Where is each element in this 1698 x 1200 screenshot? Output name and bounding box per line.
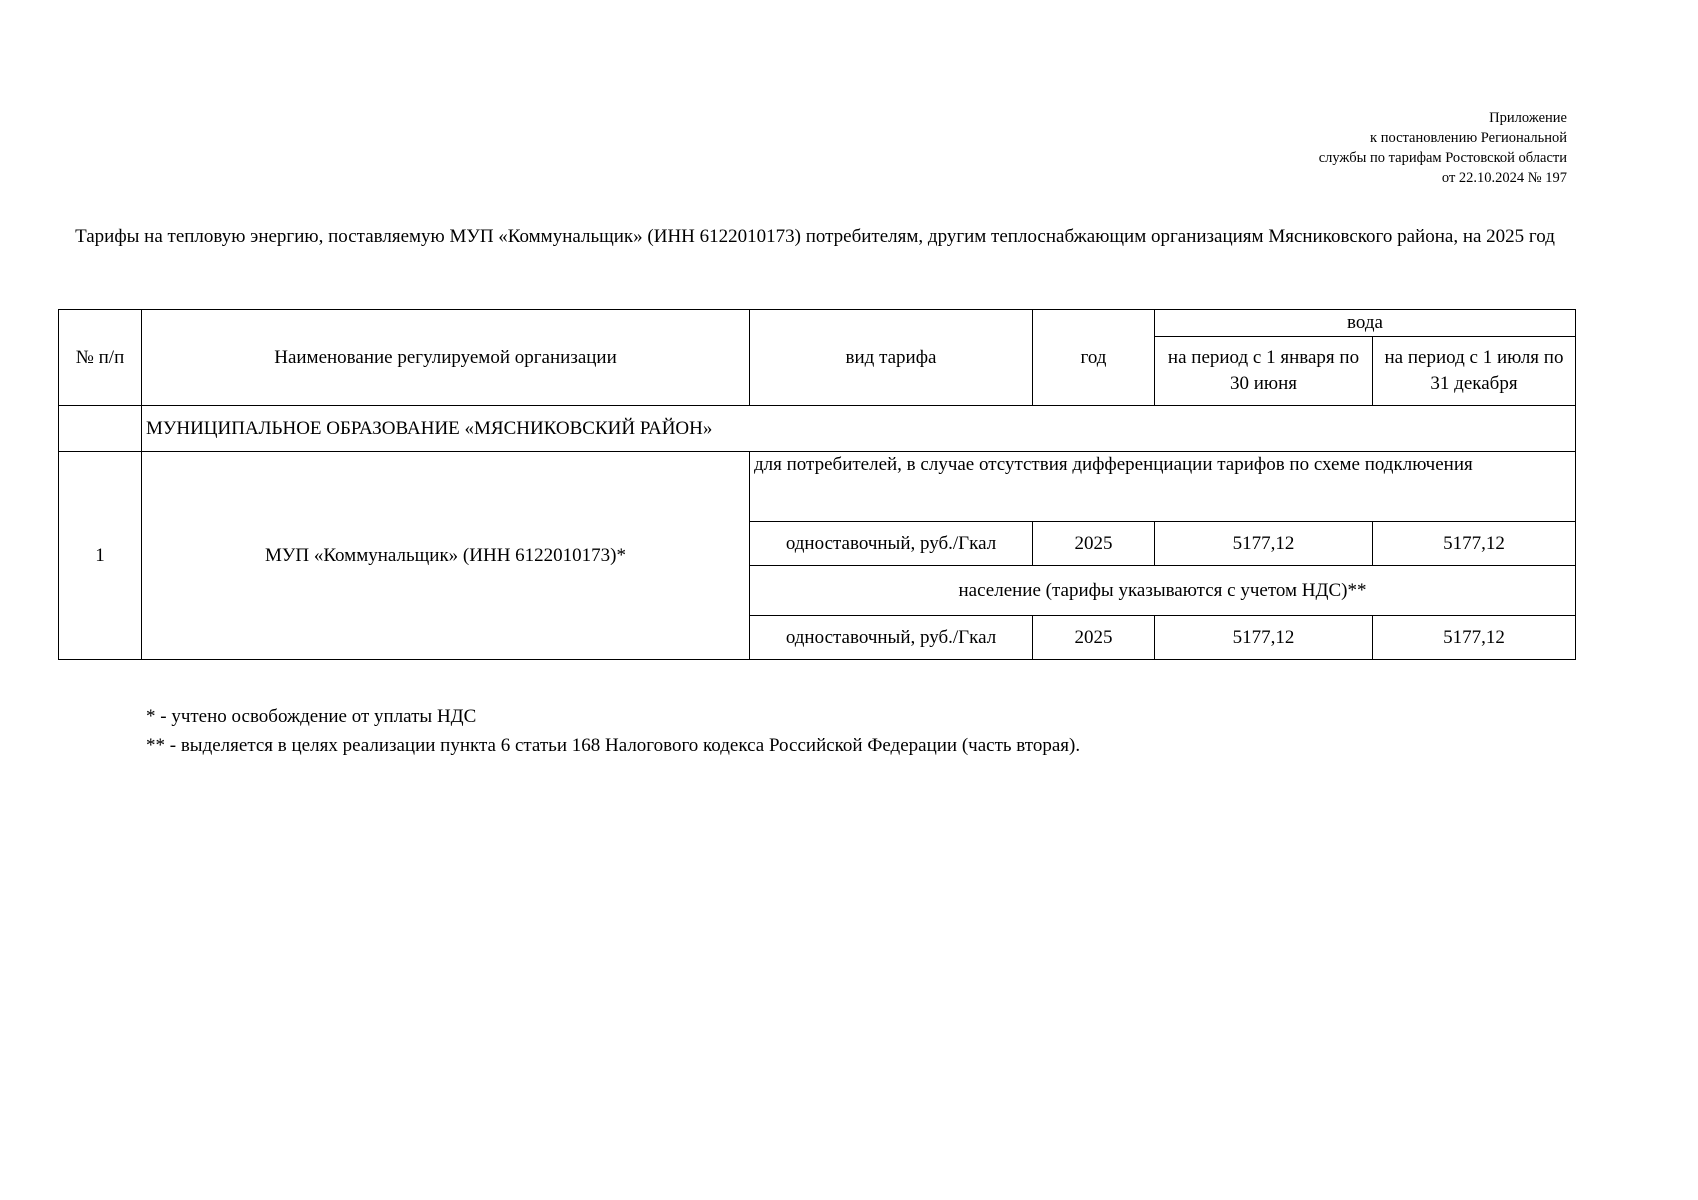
header-org: Наименование регулируемой организации (142, 310, 750, 406)
footnote-tax-code: ** - выделяется в целях реализации пункта 6 статьи 168 Налогового кодекса Российской Федерации (часть вторая). (146, 735, 1081, 756)
header-period-2: на период с 1 июля по 31 декабря (1373, 337, 1576, 406)
period-1-value: 5177,12 (1155, 616, 1373, 660)
period-2-value: 5177,12 (1373, 522, 1576, 566)
municipality-name: МУНИЦИПАЛЬНОЕ ОБРАЗОВАНИЕ «МЯСНИКОВСКИЙ РАЙОН» (142, 406, 1576, 452)
header-num: № п/п (59, 310, 142, 406)
header-tariff-type: вид тарифа (750, 310, 1033, 406)
appendix-block (1319, 108, 1567, 188)
row-org-name: МУП «Коммунальщик» (ИНН 6122010173)* (142, 452, 750, 660)
header-water-group: вода (1155, 310, 1576, 337)
row-num: 1 (59, 452, 142, 660)
municipality-row (59, 406, 1576, 452)
document-title: Тарифы на тепловую энергию, поставляемую МУП «Коммунальщик» (ИНН 6122010173) потребителям, другим теплоснабжающим организациям Мясниковского района, на 2025 год (75, 226, 1555, 247)
tariff-type-cell: одноставочный, руб./Гкал (750, 616, 1033, 660)
header-row (59, 310, 1576, 337)
appendix-date-number: от 22.10.2024 № 197 (1441, 170, 1567, 186)
tariff-table (58, 309, 1576, 660)
section-heading: население (тарифы указываются с учетом НДС)** (750, 566, 1576, 616)
footnote-vat-exemption: * - учтено освобождение от уплаты НДС (146, 706, 477, 727)
municipality-num-cell (59, 406, 142, 452)
appendix-line: Приложение (1489, 110, 1567, 126)
appendix-line: к постановлению Региональной (1370, 130, 1567, 146)
section-heading: для потребителей, в случае отсутствия дифференциации тарифов по схеме подключения (750, 452, 1576, 522)
header-year: год (1033, 310, 1155, 406)
footnotes (146, 702, 1080, 760)
appendix-line: службы по тарифам Ростовской области (1318, 150, 1567, 166)
year-cell: 2025 (1033, 616, 1155, 660)
header-period-1: на период с 1 января по 30 июня (1155, 337, 1373, 406)
period-1-value: 5177,12 (1155, 522, 1373, 566)
period-2-value: 5177,12 (1373, 616, 1576, 660)
tariff-type-cell: одноставочный, руб./Гкал (750, 522, 1033, 566)
year-cell: 2025 (1033, 522, 1155, 566)
section-heading-row (59, 452, 1576, 522)
